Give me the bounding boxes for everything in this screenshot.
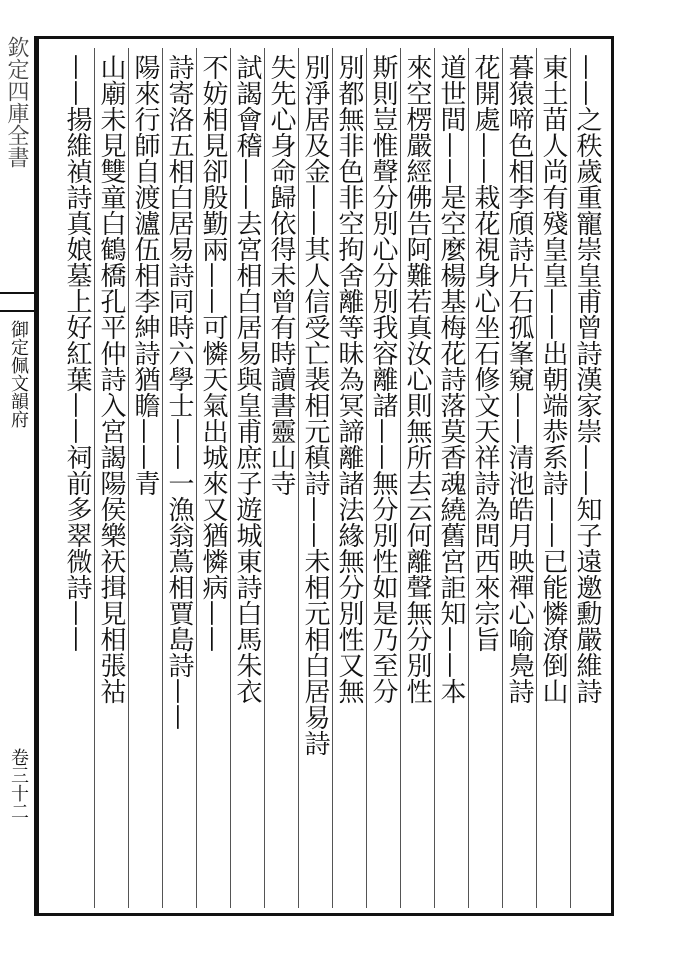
text-column	[230, 48, 264, 908]
column-text: ——揚維禎詩真娘墓上好紅葉——祠前多翠微詩——	[62, 54, 92, 652]
column-text: 東土苗人尚有殘皇皇——出朝端恭系詩——已能憐潦倒山	[538, 54, 568, 704]
column-text: 道世間——是空麼楊基梅花詩落莫香魂繞舊宮詎知——本	[436, 54, 466, 704]
text-column	[94, 48, 128, 908]
text-column	[366, 48, 400, 908]
text-column	[536, 48, 570, 908]
column-text: 別都無非色非空拘舍離等昧為冥諦離諸法緣無分別性又無	[334, 54, 364, 704]
column-text: 來空楞嚴經佛告阿難若真汝心則無所去云何離聲無分別性	[402, 54, 432, 704]
margin-edge-text: 欽定四庫全書	[4, 36, 29, 168]
column-text: 失先心身命歸依得未曾有時讀書靈山寺	[266, 54, 296, 496]
text-column	[502, 48, 536, 908]
column-text: ——之秩歲重寵崇皇甫曾詩漢家崇——知子遠邀勳嚴維詩	[572, 54, 602, 704]
text-columns	[52, 48, 604, 908]
text-column	[400, 48, 434, 908]
text-column	[468, 48, 502, 908]
column-text: 試謁會稽——去宮相白居易與皇甫庶子遊城東詩白馬朱衣	[232, 54, 262, 704]
text-column	[570, 48, 604, 908]
column-text: 斯則豈惟聲分別心分別我容離諸——無分別性如是乃至分	[368, 54, 398, 704]
column-text: 花開處——栽花視身心坐石修文天祥詩為問西來宗旨	[470, 54, 500, 652]
column-text: 山廟未見雙童白鶴橋孔平仲詩入宮謁陽侯樂祆揖見相張祜	[96, 54, 126, 704]
column-text: 詩寄洛五相白居易詩同時六學士——一漁翁蔦相賈島詩——	[164, 54, 194, 730]
text-column	[264, 48, 298, 908]
book-title: 御定佩文韻府	[8, 320, 29, 428]
text-column	[298, 48, 332, 908]
text-column	[332, 48, 366, 908]
column-text: 暮猿啼色相李頎詩片石孤峯窺——清池皓月映禪心喻鳧詩	[504, 54, 534, 704]
text-column	[434, 48, 468, 908]
text-column	[128, 48, 162, 908]
column-text: 別淨居及金——其人信受亡裴相元稹詩——未相元相白居易詩	[300, 54, 330, 756]
text-column	[162, 48, 196, 908]
column-text: 不妨相見卻殷勤兩——可憐天氣出城來又猶憐病——	[198, 54, 228, 652]
text-column	[60, 48, 94, 908]
page-number: 卷三十二	[8, 748, 29, 820]
text-column	[196, 48, 230, 908]
fish-tail-ornament	[0, 292, 36, 312]
column-text: 陽來行師自渡瀘伍相李紳詩猶瞻——青	[130, 54, 160, 496]
